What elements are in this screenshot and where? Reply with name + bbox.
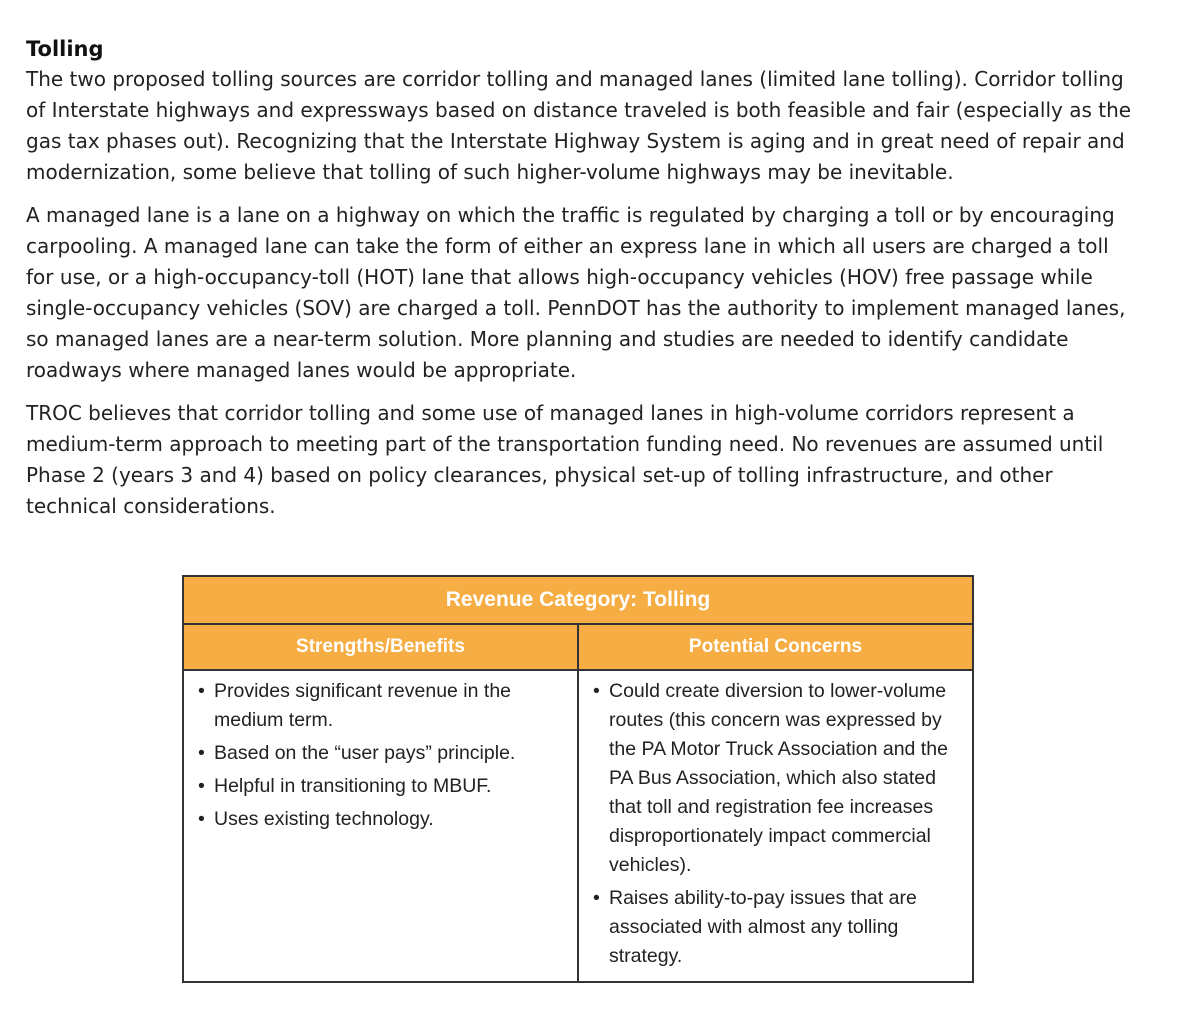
table-title-row (183, 576, 973, 624)
bullet-icon: • (593, 887, 600, 909)
bullet-icon: • (198, 680, 205, 702)
concerns-list (587, 677, 962, 971)
list-item (587, 677, 962, 880)
concerns-cell (578, 670, 973, 982)
list-item (192, 805, 567, 834)
revenue-category-table (182, 575, 974, 983)
strengths-cell (183, 670, 578, 982)
table-title: Revenue Category: Tolling (183, 576, 973, 624)
table-body-row (183, 670, 973, 982)
list-item-text: Raises ability-to-pay issues that are associated with almost any tolling strategy. (609, 887, 917, 967)
list-item-text: Provides significant revenue in the medium term. (214, 680, 512, 731)
bullet-icon: • (198, 775, 205, 797)
paragraph-troc-belief: TROC believes that corridor tolling and some use of managed lanes in high-volume corridors represent a medium-term approach to meeting part of the transportation funding need. No revenues are assumed until Phase 2 (years 3 and 4) based on policy clearances, physical set-up of tolling infrastructure, and other technical considerations. (26, 401, 1104, 518)
bullet-icon: • (198, 808, 205, 830)
strengths-list (192, 677, 567, 834)
list-item (192, 739, 567, 768)
list-item-text: Uses existing technology. (214, 808, 434, 830)
column-heading-strengths: Strengths/Benefits (183, 624, 578, 670)
paragraph-tolling-sources: The two proposed tolling sources are corridor tolling and managed lanes (limited lane tolling). Corridor tolling of Interstate highways and expressways based on distance traveled is both feasible and fair (especially as the gas tax phases out). Recognizing that the Interstate Highway System is aging and in great need of repair and modernization, some believe that tolling of such higher-volume highways may be inevitable. (26, 67, 1132, 184)
list-item (587, 884, 962, 971)
bullet-icon: • (593, 680, 600, 702)
table-header-row (183, 624, 973, 670)
list-item (192, 677, 567, 735)
list-item (192, 772, 567, 801)
column-heading-concerns: Potential Concerns (578, 624, 973, 670)
list-item-text: Based on the “user pays” principle. (214, 742, 516, 764)
list-item-text: Helpful in transitioning to MBUF. (214, 775, 492, 797)
document-page (26, 30, 1136, 534)
list-item-text: Could create diversion to lower-volume routes (this concern was expressed by the PA Motor Truck Association and the PA Bus Association, which also stated that toll and registration fee increases disproportionately impact commercial vehicles). (609, 680, 948, 876)
paragraph-managed-lane: A managed lane is a lane on a highway on which the traffic is regulated by charging a toll or by encouraging carpooling. A managed lane can take the form of either an express lane in which all users are charged a toll for use, or a high-occupancy-toll (HOT) lane that allows high-occupancy vehicles (HOV) free passage while single-occupancy vehicles (SOV) are charged a toll. PennDOT has the authority to implement managed lanes, so managed lanes are a near-term solution. More planning and studies are needed to identify candidate roadways where managed lanes would be appropriate. (26, 203, 1126, 382)
section-heading: Tolling (26, 37, 104, 61)
bullet-icon: • (198, 742, 205, 764)
